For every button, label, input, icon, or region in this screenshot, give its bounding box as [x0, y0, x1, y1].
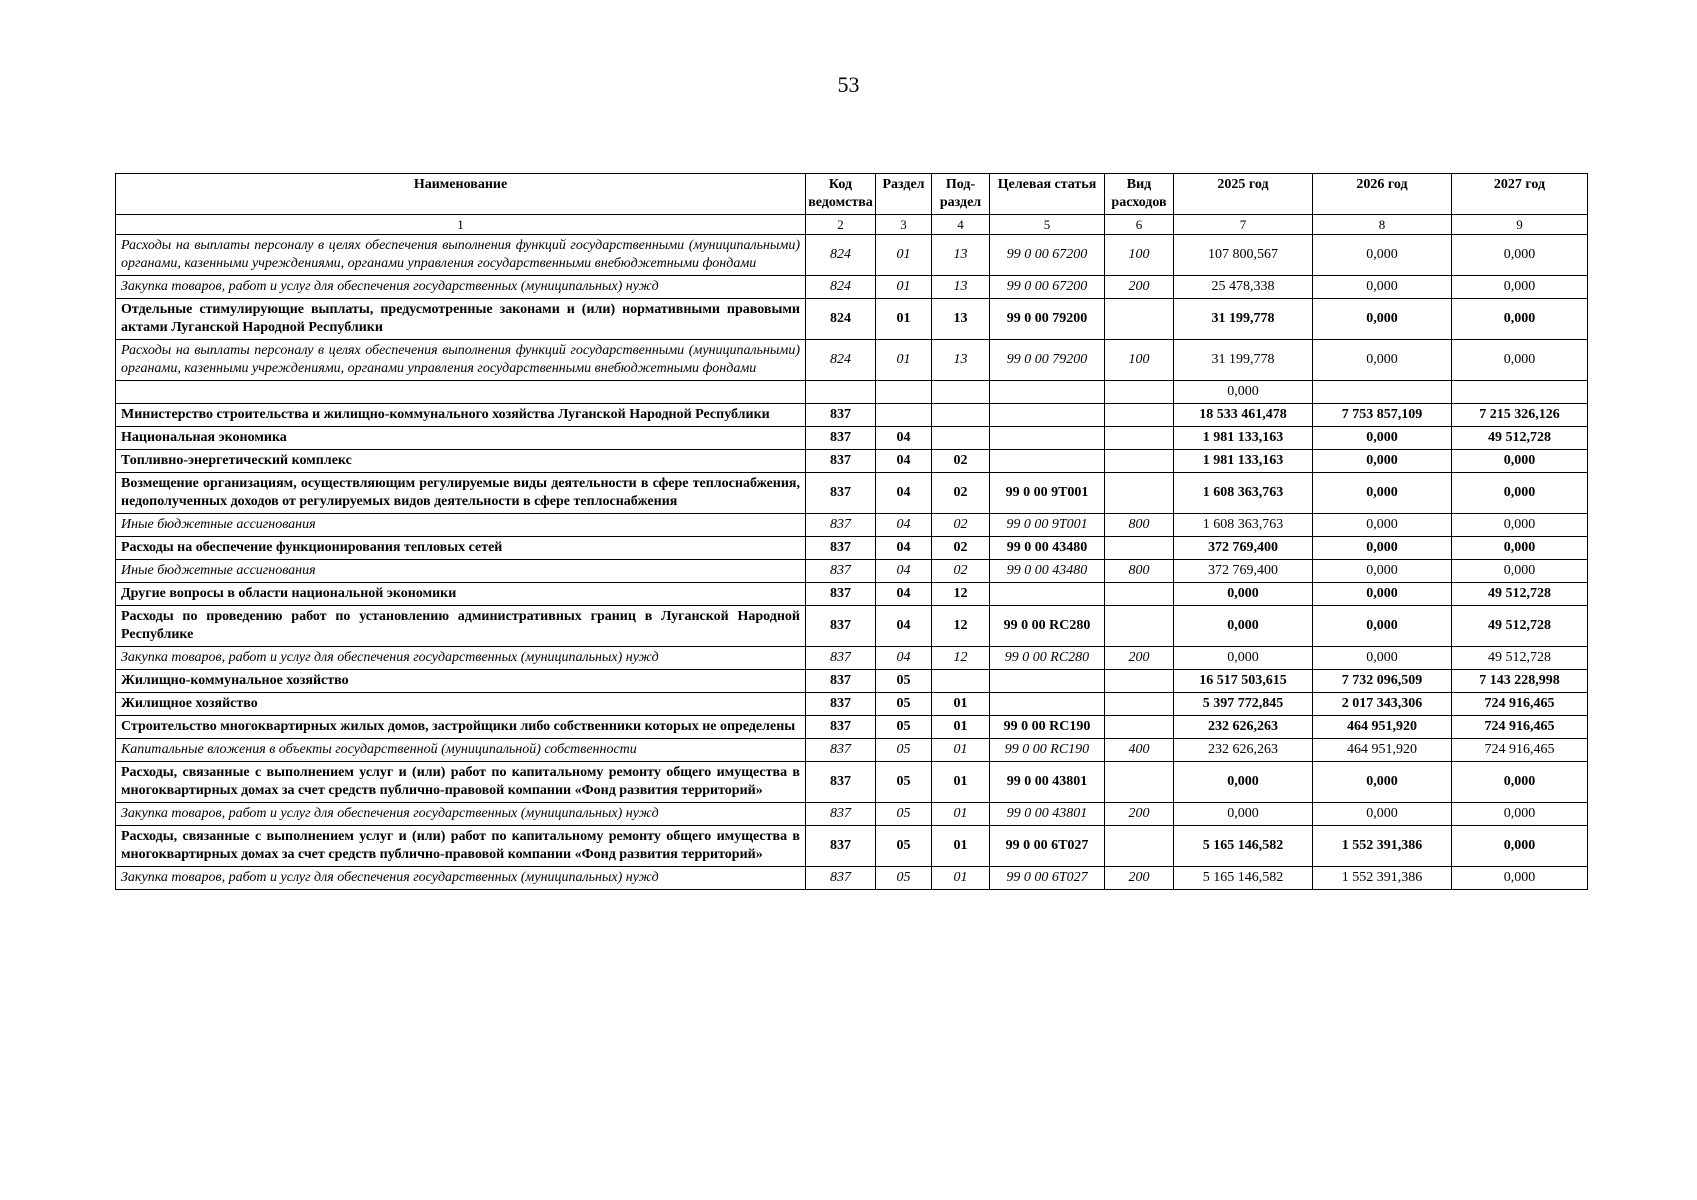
header-2025: 2025 год — [1174, 174, 1313, 215]
cell-name: Иные бюджетные ассигнования — [116, 560, 806, 583]
cell-2025: 1 981 133,163 — [1174, 450, 1313, 473]
cell-subsection: 02 — [932, 450, 990, 473]
cell-section: 04 — [876, 647, 932, 670]
cell-target — [990, 670, 1105, 693]
cell-type: 200 — [1105, 647, 1174, 670]
cell-subsection: 13 — [932, 276, 990, 299]
cell-2027: 49 512,728 — [1452, 606, 1588, 647]
cell-code: 837 — [806, 647, 876, 670]
cell-target: 99 0 00 RC280 — [990, 606, 1105, 647]
cell-subsection: 02 — [932, 473, 990, 514]
cell-type — [1105, 537, 1174, 560]
cell-2026: 0,000 — [1313, 560, 1452, 583]
cell-type: 400 — [1105, 739, 1174, 762]
cell-2026: 7 753 857,109 — [1313, 404, 1452, 427]
cell-target — [990, 381, 1105, 404]
cell-2027: 0,000 — [1452, 235, 1588, 276]
cell-code: 837 — [806, 867, 876, 890]
cell-type: 100 — [1105, 235, 1174, 276]
cell-code: 837 — [806, 670, 876, 693]
cell-2025: 372 769,400 — [1174, 537, 1313, 560]
cell-2026: 0,000 — [1313, 537, 1452, 560]
cell-2025: 0,000 — [1174, 583, 1313, 606]
cell-type — [1105, 826, 1174, 867]
cell-2027: 0,000 — [1452, 276, 1588, 299]
cell-target — [990, 404, 1105, 427]
cell-2026: 0,000 — [1313, 514, 1452, 537]
cell-target: 99 0 00 79200 — [990, 299, 1105, 340]
table-row — [116, 716, 1588, 739]
cell-2026: 0,000 — [1313, 276, 1452, 299]
cell-type: 200 — [1105, 276, 1174, 299]
cell-2026: 464 951,920 — [1313, 716, 1452, 739]
cell-target: 99 0 00 43801 — [990, 762, 1105, 803]
cell-subsection: 01 — [932, 762, 990, 803]
table-row — [116, 647, 1588, 670]
cell-2025: 1 608 363,763 — [1174, 473, 1313, 514]
cell-section: 04 — [876, 427, 932, 450]
cell-type — [1105, 427, 1174, 450]
cell-2026: 0,000 — [1313, 427, 1452, 450]
column-number: 8 — [1313, 215, 1452, 235]
cell-name: Министерство строительства и жилищно-коммунального хозяйства Луганской Народной Республики — [116, 404, 806, 427]
cell-target: 99 0 00 67200 — [990, 235, 1105, 276]
cell-section: 05 — [876, 826, 932, 867]
cell-subsection: 13 — [932, 235, 990, 276]
cell-code: 824 — [806, 340, 876, 381]
table-row — [116, 276, 1588, 299]
cell-subsection: 01 — [932, 867, 990, 890]
header-name: Наименование — [116, 174, 806, 215]
table-row — [116, 381, 1588, 404]
cell-2027: 724 916,465 — [1452, 693, 1588, 716]
cell-name: Закупка товаров, работ и услуг для обеспечения государственных (муниципальных) нужд — [116, 276, 806, 299]
cell-name: Иные бюджетные ассигнования — [116, 514, 806, 537]
cell-name: Отдельные стимулирующие выплаты, предусмотренные законами и (или) нормативными правовыми актами Луганской Народной Республики — [116, 299, 806, 340]
table-row — [116, 693, 1588, 716]
page-number: 53 — [837, 72, 860, 97]
table-body — [116, 235, 1588, 890]
table-header — [116, 174, 1588, 235]
cell-target: 99 0 00 67200 — [990, 276, 1105, 299]
cell-name: Жилищно-коммунальное хозяйство — [116, 670, 806, 693]
cell-name: Строительство многоквартирных жилых домов, застройщики либо собственники которых не определены — [116, 716, 806, 739]
cell-section: 04 — [876, 450, 932, 473]
cell-name: Расходы, связанные с выполнением услуг и (или) работ по капитальному ремонту общего имущества в многоквартирных домах за счет средств публично-правовой компании «Фонд развития территорий» — [116, 762, 806, 803]
cell-2026: 0,000 — [1313, 235, 1452, 276]
cell-2025: 1 981 133,163 — [1174, 427, 1313, 450]
cell-subsection: 13 — [932, 299, 990, 340]
cell-2027: 0,000 — [1452, 340, 1588, 381]
cell-name: Расходы на обеспечение функционирования тепловых сетей — [116, 537, 806, 560]
cell-code: 824 — [806, 276, 876, 299]
cell-2026: 0,000 — [1313, 450, 1452, 473]
cell-2026: 0,000 — [1313, 583, 1452, 606]
cell-2027: 49 512,728 — [1452, 583, 1588, 606]
header-2027: 2027 год — [1452, 174, 1588, 215]
cell-2025: 5 165 146,582 — [1174, 867, 1313, 890]
table-row — [116, 670, 1588, 693]
table-row — [116, 826, 1588, 867]
column-number: 7 — [1174, 215, 1313, 235]
cell-target: 99 0 00 9Т001 — [990, 473, 1105, 514]
cell-target — [990, 427, 1105, 450]
cell-target — [990, 450, 1105, 473]
header-subsection: Под-раздел — [932, 174, 990, 215]
cell-code: 837 — [806, 473, 876, 514]
cell-section: 01 — [876, 340, 932, 381]
cell-target: 99 0 00 RC190 — [990, 716, 1105, 739]
column-number: 9 — [1452, 215, 1588, 235]
cell-2027: 724 916,465 — [1452, 716, 1588, 739]
column-number-row — [116, 215, 1588, 235]
column-number: 4 — [932, 215, 990, 235]
cell-section: 04 — [876, 606, 932, 647]
cell-2025: 232 626,263 — [1174, 716, 1313, 739]
cell-section — [876, 404, 932, 427]
cell-name — [116, 381, 806, 404]
cell-code: 837 — [806, 583, 876, 606]
cell-2027: 0,000 — [1452, 762, 1588, 803]
cell-type — [1105, 762, 1174, 803]
cell-code: 837 — [806, 716, 876, 739]
cell-2026: 7 732 096,509 — [1313, 670, 1452, 693]
cell-2025: 232 626,263 — [1174, 739, 1313, 762]
column-number: 1 — [116, 215, 806, 235]
cell-name: Капитальные вложения в объекты государственной (муниципальной) собственности — [116, 739, 806, 762]
table-row — [116, 450, 1588, 473]
cell-2027: 7 143 228,998 — [1452, 670, 1588, 693]
table-row — [116, 235, 1588, 276]
cell-target — [990, 693, 1105, 716]
column-number: 5 — [990, 215, 1105, 235]
cell-subsection: 12 — [932, 606, 990, 647]
cell-subsection — [932, 670, 990, 693]
table-row — [116, 739, 1588, 762]
cell-section: 05 — [876, 693, 932, 716]
cell-2027: 0,000 — [1452, 473, 1588, 514]
table-row — [116, 583, 1588, 606]
cell-name: Закупка товаров, работ и услуг для обеспечения государственных (муниципальных) нужд — [116, 647, 806, 670]
column-number: 3 — [876, 215, 932, 235]
cell-2027: 724 916,465 — [1452, 739, 1588, 762]
cell-type — [1105, 583, 1174, 606]
cell-code: 837 — [806, 606, 876, 647]
header-section: Раздел — [876, 174, 932, 215]
cell-2026: 1 552 391,386 — [1313, 826, 1452, 867]
cell-section: 04 — [876, 560, 932, 583]
cell-code: 837 — [806, 514, 876, 537]
cell-target: 99 0 00 43480 — [990, 537, 1105, 560]
cell-target: 99 0 00 RC190 — [990, 739, 1105, 762]
cell-2025: 0,000 — [1174, 647, 1313, 670]
cell-target: 99 0 00 6Т027 — [990, 826, 1105, 867]
table-row — [116, 404, 1588, 427]
cell-subsection: 02 — [932, 537, 990, 560]
cell-2026: 0,000 — [1313, 340, 1452, 381]
cell-subsection: 12 — [932, 647, 990, 670]
cell-2025: 0,000 — [1174, 762, 1313, 803]
cell-type: 800 — [1105, 514, 1174, 537]
cell-2027: 7 215 326,126 — [1452, 404, 1588, 427]
cell-type — [1105, 299, 1174, 340]
cell-2027: 0,000 — [1452, 560, 1588, 583]
header-type: Вид расходов — [1105, 174, 1174, 215]
cell-code: 837 — [806, 762, 876, 803]
cell-2026: 0,000 — [1313, 473, 1452, 514]
cell-section: 04 — [876, 473, 932, 514]
cell-type — [1105, 670, 1174, 693]
cell-type: 200 — [1105, 803, 1174, 826]
cell-name: Жилищное хозяйство — [116, 693, 806, 716]
cell-name: Расходы на выплаты персоналу в целях обеспечения выполнения функций государственными (муниципальными) органами, казенными учреждениями, органами управления государственными внебюджетными фондами — [116, 235, 806, 276]
cell-name: Расходы по проведению работ по установлению административных границ в Луганской Народной Республике — [116, 606, 806, 647]
cell-code: 837 — [806, 693, 876, 716]
cell-type: 100 — [1105, 340, 1174, 381]
cell-section: 01 — [876, 299, 932, 340]
cell-2027: 49 512,728 — [1452, 427, 1588, 450]
cell-code: 837 — [806, 537, 876, 560]
cell-target: 99 0 00 6Т027 — [990, 867, 1105, 890]
cell-2027: 0,000 — [1452, 450, 1588, 473]
cell-2026: 464 951,920 — [1313, 739, 1452, 762]
cell-code: 824 — [806, 299, 876, 340]
table-row — [116, 427, 1588, 450]
cell-2027: 0,000 — [1452, 514, 1588, 537]
cell-subsection — [932, 427, 990, 450]
cell-2026: 2 017 343,306 — [1313, 693, 1452, 716]
cell-name: Расходы, связанные с выполнением услуг и (или) работ по капитальному ремонту общего имущества в многоквартирных домах за счет средств публично-правовой компании «Фонд развития территорий» — [116, 826, 806, 867]
column-number: 6 — [1105, 215, 1174, 235]
table-row — [116, 537, 1588, 560]
cell-name: Возмещение организациям, осуществляющим регулируемые виды деятельности в сфере теплоснабжения, недополученных доходов от регулируемых видов деятельности в сфере теплоснабжения — [116, 473, 806, 514]
cell-section: 04 — [876, 537, 932, 560]
cell-2027: 0,000 — [1452, 299, 1588, 340]
table-row — [116, 606, 1588, 647]
cell-name: Другие вопросы в области национальной экономики — [116, 583, 806, 606]
cell-subsection: 02 — [932, 560, 990, 583]
budget-table — [115, 173, 1588, 890]
cell-code: 837 — [806, 826, 876, 867]
header-code: Код ведомства — [806, 174, 876, 215]
cell-target: 99 0 00 79200 — [990, 340, 1105, 381]
cell-name: Расходы на выплаты персоналу в целях обеспечения выполнения функций государственными (муниципальными) органами, казенными учреждениями, органами управления государственными внебюджетными фондами — [116, 340, 806, 381]
cell-type — [1105, 716, 1174, 739]
table-row — [116, 762, 1588, 803]
cell-name: Топливно-энергетический комплекс — [116, 450, 806, 473]
cell-2025: 16 517 503,615 — [1174, 670, 1313, 693]
cell-section: 05 — [876, 670, 932, 693]
cell-section: 04 — [876, 583, 932, 606]
cell-2026 — [1313, 381, 1452, 404]
cell-section: 01 — [876, 235, 932, 276]
cell-type — [1105, 473, 1174, 514]
cell-2026: 0,000 — [1313, 606, 1452, 647]
cell-code: 837 — [806, 803, 876, 826]
cell-type — [1105, 381, 1174, 404]
cell-2025: 0,000 — [1174, 803, 1313, 826]
cell-code: 837 — [806, 404, 876, 427]
cell-section: 05 — [876, 739, 932, 762]
table-row — [116, 340, 1588, 381]
cell-2027: 0,000 — [1452, 537, 1588, 560]
cell-subsection: 01 — [932, 716, 990, 739]
cell-code — [806, 381, 876, 404]
cell-section: 04 — [876, 514, 932, 537]
header-2026: 2026 год — [1313, 174, 1452, 215]
cell-2025: 18 533 461,478 — [1174, 404, 1313, 427]
cell-2027: 49 512,728 — [1452, 647, 1588, 670]
cell-section — [876, 381, 932, 404]
cell-2026: 0,000 — [1313, 762, 1452, 803]
cell-2025: 25 478,338 — [1174, 276, 1313, 299]
cell-target: 99 0 00 9Т001 — [990, 514, 1105, 537]
cell-code: 837 — [806, 427, 876, 450]
cell-target — [990, 583, 1105, 606]
column-number: 2 — [806, 215, 876, 235]
cell-2025: 0,000 — [1174, 381, 1313, 404]
cell-subsection: 02 — [932, 514, 990, 537]
cell-2026: 0,000 — [1313, 803, 1452, 826]
cell-section: 05 — [876, 867, 932, 890]
cell-2026: 0,000 — [1313, 647, 1452, 670]
cell-2027 — [1452, 381, 1588, 404]
cell-section: 05 — [876, 716, 932, 739]
cell-name: Закупка товаров, работ и услуг для обеспечения государственных (муниципальных) нужд — [116, 803, 806, 826]
cell-2025: 372 769,400 — [1174, 560, 1313, 583]
cell-code: 824 — [806, 235, 876, 276]
cell-2027: 0,000 — [1452, 803, 1588, 826]
cell-section: 01 — [876, 276, 932, 299]
cell-type — [1105, 693, 1174, 716]
cell-target: 99 0 00 RC280 — [990, 647, 1105, 670]
cell-subsection: 01 — [932, 739, 990, 762]
cell-section: 05 — [876, 762, 932, 803]
cell-2026: 0,000 — [1313, 299, 1452, 340]
cell-code: 837 — [806, 560, 876, 583]
cell-name: Национальная экономика — [116, 427, 806, 450]
cell-subsection: 01 — [932, 693, 990, 716]
header-target: Целевая статья — [990, 174, 1105, 215]
cell-type: 200 — [1105, 867, 1174, 890]
cell-2026: 1 552 391,386 — [1313, 867, 1452, 890]
cell-subsection: 01 — [932, 803, 990, 826]
cell-subsection — [932, 404, 990, 427]
cell-subsection: 01 — [932, 826, 990, 867]
table-row — [116, 803, 1588, 826]
cell-subsection: 13 — [932, 340, 990, 381]
cell-2025: 107 800,567 — [1174, 235, 1313, 276]
cell-2027: 0,000 — [1452, 867, 1588, 890]
cell-2025: 5 165 146,582 — [1174, 826, 1313, 867]
table-row — [116, 473, 1588, 514]
cell-type — [1105, 606, 1174, 647]
cell-code: 837 — [806, 450, 876, 473]
cell-target: 99 0 00 43801 — [990, 803, 1105, 826]
cell-subsection: 12 — [932, 583, 990, 606]
cell-section: 05 — [876, 803, 932, 826]
cell-name: Закупка товаров, работ и услуг для обеспечения государственных (муниципальных) нужд — [116, 867, 806, 890]
cell-target: 99 0 00 43480 — [990, 560, 1105, 583]
cell-type: 800 — [1105, 560, 1174, 583]
cell-type — [1105, 450, 1174, 473]
table-row — [116, 867, 1588, 890]
cell-2025: 5 397 772,845 — [1174, 693, 1313, 716]
table-row — [116, 299, 1588, 340]
cell-2027: 0,000 — [1452, 826, 1588, 867]
table-row — [116, 514, 1588, 537]
cell-type — [1105, 404, 1174, 427]
cell-subsection — [932, 381, 990, 404]
cell-2025: 31 199,778 — [1174, 299, 1313, 340]
table-row — [116, 560, 1588, 583]
cell-2025: 1 608 363,763 — [1174, 514, 1313, 537]
cell-2025: 0,000 — [1174, 606, 1313, 647]
cell-2025: 31 199,778 — [1174, 340, 1313, 381]
cell-code: 837 — [806, 739, 876, 762]
